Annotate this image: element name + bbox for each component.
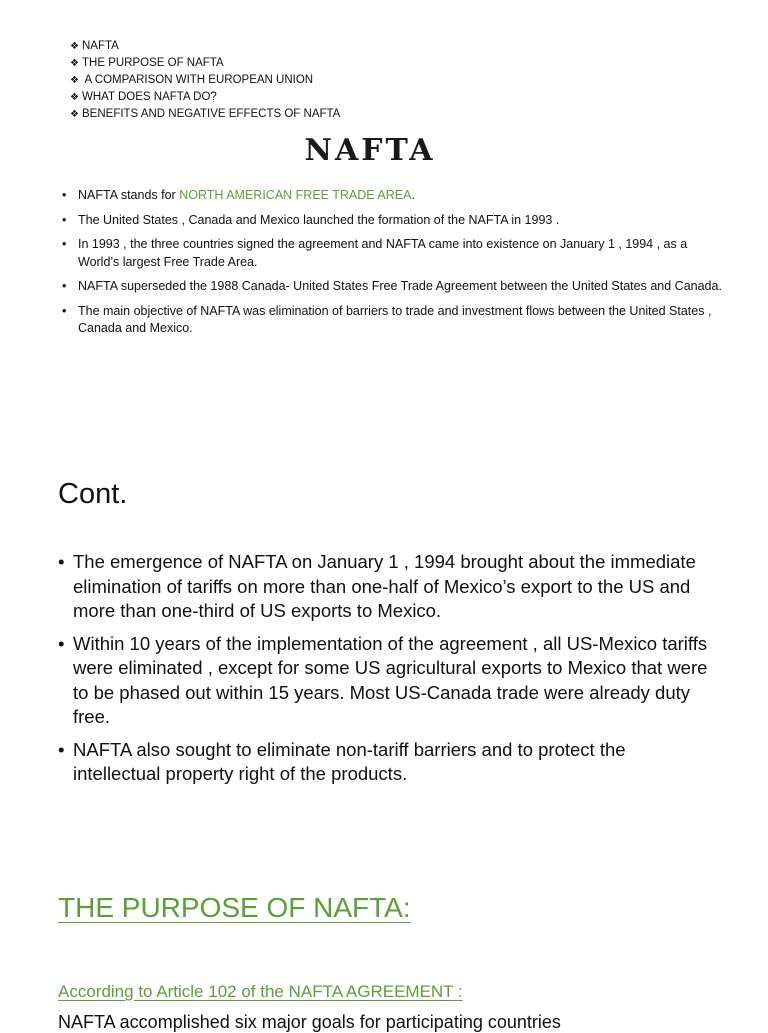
bullet-dot-icon: •	[58, 738, 65, 760]
toc-item: ❖ A COMPARISON WITH EUROPEAN UNION	[70, 72, 340, 89]
diamond-bullet-icon: ❖	[70, 41, 79, 52]
list-item: • The United States , Canada and Mexico launched the formation of the NAFTA in 1993 .	[62, 212, 722, 230]
toc-item: ❖ THE PURPOSE OF NAFTA	[70, 55, 340, 72]
highlight-text: NORTH AMERICAN FREE TRADE AREA	[179, 188, 412, 202]
table-of-contents	[70, 38, 340, 123]
list-item: • Within 10 years of the implementation of the agreement , all US-Mexico tariffs were eliminated , except for some US agricultural exports to Mexico that were to be phased out within 15 years. Most US-Canada trade were already duty free.	[58, 632, 708, 727]
article-reference: According to Article 102 of the NAFTA AGREEMENT :	[58, 982, 463, 1001]
intro-bullet-list	[62, 187, 722, 345]
list-item: • In 1993 , the three countries signed the agreement and NAFTA came into existence on January 1 , 1994 , as a World’s largest Free Trade Area.	[62, 237, 688, 269]
bullet-dot-icon: •	[62, 212, 67, 227]
slide-cont	[0, 430, 768, 1032]
list-item: • The emergence of NAFTA on January 1 , 1994 brought about the immediate elimination of tariffs on more than one-half of Mexico’s export to the US and more than one-third of US exports to Mexico.	[58, 551, 696, 621]
bullet-dot-icon: •	[58, 551, 65, 572]
toc-item: ❖ NAFTA	[70, 38, 340, 55]
page-title: NAFTA	[304, 133, 436, 168]
section-heading-purpose: THE PURPOSE OF NAFTA:	[58, 892, 411, 923]
slide-nafta-intro	[0, 0, 768, 430]
list-item: • NAFTA superseded the 1988 Canada- United States Free Trade Agreement between the United States and Canada.	[62, 278, 722, 296]
cont-bullet-list	[58, 550, 708, 795]
body-text: NAFTA accomplished six major goals for participating countries	[58, 1012, 561, 1032]
bullet-dot-icon: •	[58, 632, 65, 654]
bullet-dot-icon: •	[62, 188, 67, 202]
diamond-bullet-icon: ❖	[70, 58, 79, 69]
diamond-bullet-icon: ❖	[70, 109, 79, 120]
toc-item: ❖ WHAT DOES NAFTA DO?	[70, 89, 340, 106]
list-item: • The main objective of NAFTA was elimination of barriers to trade and investment flows between the United States , Canada and Mexico.	[62, 303, 712, 335]
diamond-bullet-icon: ❖	[70, 75, 79, 86]
bullet-dot-icon: •	[62, 279, 67, 293]
diamond-bullet-icon: ❖	[70, 92, 79, 103]
list-item: • NAFTA also sought to eliminate non-tariff barriers and to protect the intellectual property right of the products.	[58, 738, 626, 784]
toc-item: ❖ BENEFITS AND NEGATIVE EFFECTS OF NAFTA	[70, 106, 340, 123]
bullet-dot-icon: •	[62, 237, 67, 251]
list-item: • NAFTA stands for NORTH AMERICAN FREE TRADE AREA.	[62, 187, 722, 205]
slide-title: Cont.	[58, 478, 128, 510]
bullet-dot-icon: •	[62, 303, 67, 318]
